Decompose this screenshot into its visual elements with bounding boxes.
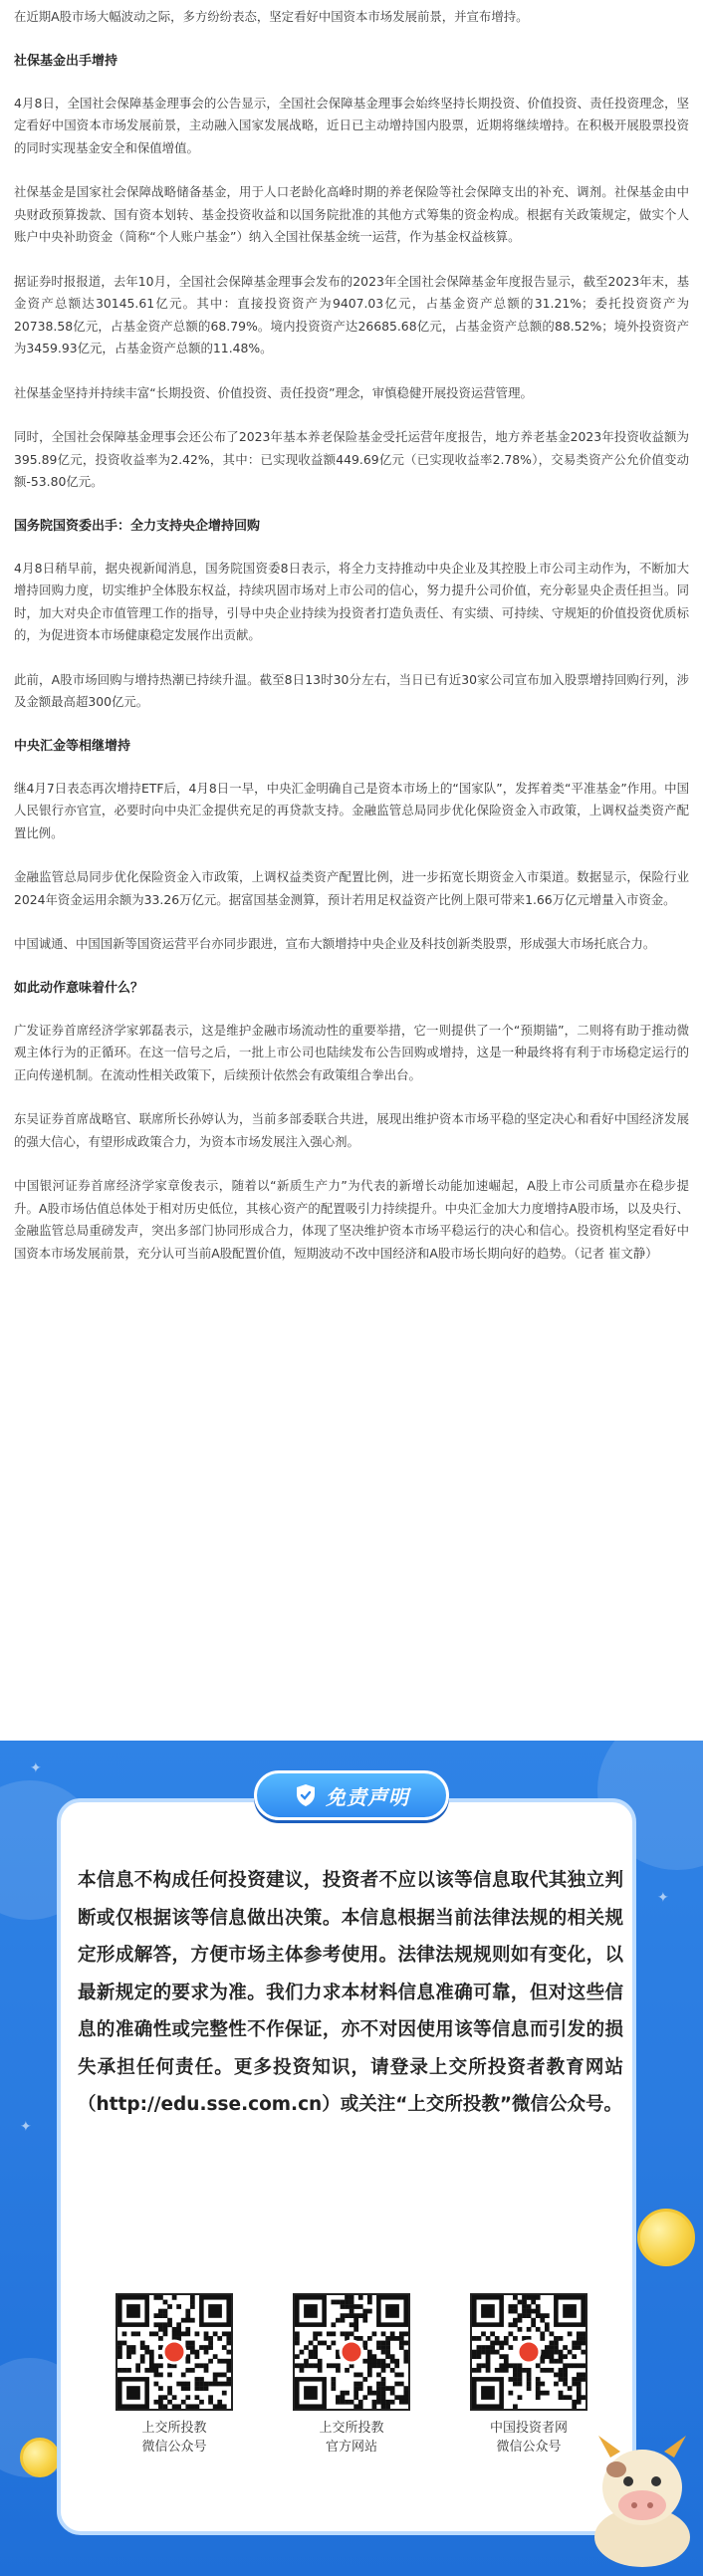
qr-code-icon[interactable] — [116, 2293, 233, 2411]
article-paragraph: 社保基金坚持并持续丰富“长期投资、价值投资、责任投资”理念，审慎稳健开展投资运营管理。 — [14, 384, 533, 400]
section-heading: 社保基金出手增持 — [14, 53, 118, 69]
section-heading: 如此动作意味着什么？ — [14, 980, 144, 996]
sparkle-icon: ✦ — [30, 1760, 42, 1776]
qr-item — [277, 2293, 426, 2457]
banner-title: 免责声明 — [326, 1784, 409, 1809]
disclaimer-banner — [254, 1770, 449, 1820]
article-paragraph: 4月8日稍早前，据央视新闻消息，国务院国资委8日表示，将全力支持推动中央企业及其控股上市公司主动作为，不断加大增持回购力度，切实维护全体股东权益，持续巩固市场对上市公司的信心，努力提升公司价值，充分彰显央企责任担当。同时，加大对央企市值管理工作的指导，引导中央企业持续为投资者打造负责任、有实绩、可持续、守规矩的价值投资优质标的，为促进资本市场健康稳定发展作出贡献。 — [14, 560, 689, 642]
qr-label: 上交所投教 官方网站 — [319, 2421, 384, 2455]
qr-code-icon[interactable] — [470, 2293, 587, 2411]
coin-icon — [20, 2438, 60, 2477]
article-paragraph: 此前，A股市场回购与增持热潮已持续升温。截至8日13时30分左右，当日已有近30家公司宣布加入股票增持回购行列，涉及金额最高超300亿元。 — [14, 671, 689, 709]
cow-mascot-icon — [583, 2418, 702, 2567]
qr-code-row — [100, 2293, 603, 2457]
article-paragraph: 东吴证券首席战略官、联席所长孙婷认为，当前多部委联合共进，展现出维护资本市场平稳的坚定决心和看好中国经济发展的强大信心，有望形成政策合力，为资本市场发展注入强心剂。 — [14, 1111, 689, 1149]
article-paragraph: 继4月7日表态再次增持ETF后，4月8日一早，中央汇金明确自己是资本市场上的“国家队”，发挥着类“平准基金”作用。中国人民银行亦官宣，必要时向中央汇金提供充足的再贷款支持。金融监管总局同步优化保险资金入市政策，上调权益类资产配置比例。 — [14, 780, 689, 840]
qr-item — [100, 2293, 249, 2457]
qr-item — [454, 2293, 603, 2457]
article-paragraph: 社保基金是国家社会保障战略储备基金，用于人口老龄化高峰时期的养老保险等社会保障支出的补充、调剂。社保基金由中央财政预算拨款、国有资本划转、基金投资收益和以国务院批准的其他方式筹集的资金构成。根据有关政策规定，做实个人账户中央补助资金（简称“个人账户基金”）纳入全国社保基金统一运营，作为基金权益核算。 — [14, 184, 689, 244]
article-paragraph: 中国诚通、中国国新等国资运营平台亦同步跟进，宣布大额增持中央企业及科技创新类股票，形成强大市场托底合力。 — [14, 936, 656, 951]
article-intro: 在近期A股市场大幅波动之际，多方纷纷表态，坚定看好中国资本市场发展前景，并宣布增持。 — [14, 9, 529, 24]
disclaimer-text: 本信息不构成任何投资建议，投资者不应以该等信息取代其独立判断或仅根据该等信息做出决策。本信息根据当前法律法规的相关规定形成解答，方便市场主体参考使用。法律法规规则如有变化，以最新规定的要求为准。我们力求本材料信息准确可靠，但对这些信息的准确性或完整性不作保证，亦不对因使用该等信息而引发的损失承担任何责任。更多投资知识，请登录上交所投资者教育网站（http://edu.sse.com.cn）或关注“上交所投教”微信公众号。 — [78, 1870, 623, 2115]
article-paragraph: 金融监管总局同步优化保险资金入市政策，上调权益类资产配置比例，进一步拓宽长期资金入市渠道。数据显示，保险行业2024年资金运用余额为33.26万亿元。据富国基金测算，预计若用足权益资产比例上限可带来1.66万亿元增量入市资金。 — [14, 869, 689, 907]
qr-label: 上交所投教 微信公众号 — [141, 2421, 207, 2455]
sparkle-icon: ✦ — [20, 2119, 32, 2135]
sparkle-icon: ✦ — [657, 1890, 669, 1906]
qr-code-icon[interactable] — [293, 2293, 410, 2411]
qr-label: 中国投资者网 微信公众号 — [489, 2421, 568, 2455]
section-heading: 中央汇金等相继增持 — [14, 738, 131, 754]
article-paragraph: 4月8日，全国社会保障基金理事会的公告显示，全国社会保障基金理事会始终坚持长期投资、价值投资、责任投资理念，坚定看好中国资本市场发展前景，主动融入国家发展战略，近日已主动增持国内股票，近期将继续增持。在积极开展股票投资的同时实现基金安全和保值增值。 — [14, 95, 689, 155]
article-paragraph: 据证券时报报道，去年10月，全国社会保障基金理事会发布的2023年全国社会保障基金年度报告显示，截至2023年末，基金资产总额达30145.61亿元。其中：直接投资资产为9407.03亿元，占基金资产总额的31.21%；委托投资资产为20738.58亿元，占基金资产总额的68.79%。境内投资资产达26685.68亿元，占基金资产总额的88.52%；境外投资资产为3459.93亿元，占基金资产总额的11.48%。 — [14, 273, 689, 355]
coin-icon — [637, 2209, 695, 2266]
disclaimer-poster — [0, 1741, 703, 2576]
shield-icon — [294, 1782, 318, 1808]
article-paragraph: 中国银河证券首席经济学家章俊表示，随着以“新质生产力”为代表的新增长动能加速崛起，A股上市公司质量亦在稳步提升。A股市场估值总体处于相对历史低位，其核心资产的配置吸引力持续提升。中央汇金加大力度增持A股市场，以及央行、金融监管总局重磅发声，突出多部门协同形成合力，体现了坚决维护资本市场平稳运行的决心和信心。投资机构坚定看好中国资本市场发展前景，充分认可当前A股配置价值，短期波动不改中国经济和A股市场长期向好的趋势。（记者 崔文静） — [14, 1178, 689, 1261]
section-heading: 国务院国资委出手：全力支持央企增持回购 — [14, 518, 261, 534]
article-paragraph: 广发证券首席经济学家郭磊表示，这是维护金融市场流动性的重要举措，它一则提供了一个“预期锚”，二则将有助于推动微观主体行为的正循环。在这一信号之后，一批上市公司也陆续发布公告回购或增持，这是一种最终将有利于市场稳定运行的正向传递机制。在流动性相关政策下，后续预计依然会有政策组合拳出台。 — [14, 1022, 689, 1082]
article-paragraph: 同时，全国社会保障基金理事会还公布了2023年基本养老保险基金受托运营年度报告，地方养老基金2023年投资收益额为395.89亿元，投资收益率为2.42%，其中：已实现收益额449.69亿元（已实现收益率2.78%），交易类资产公允价值变动额-53.80亿元。 — [14, 429, 689, 489]
